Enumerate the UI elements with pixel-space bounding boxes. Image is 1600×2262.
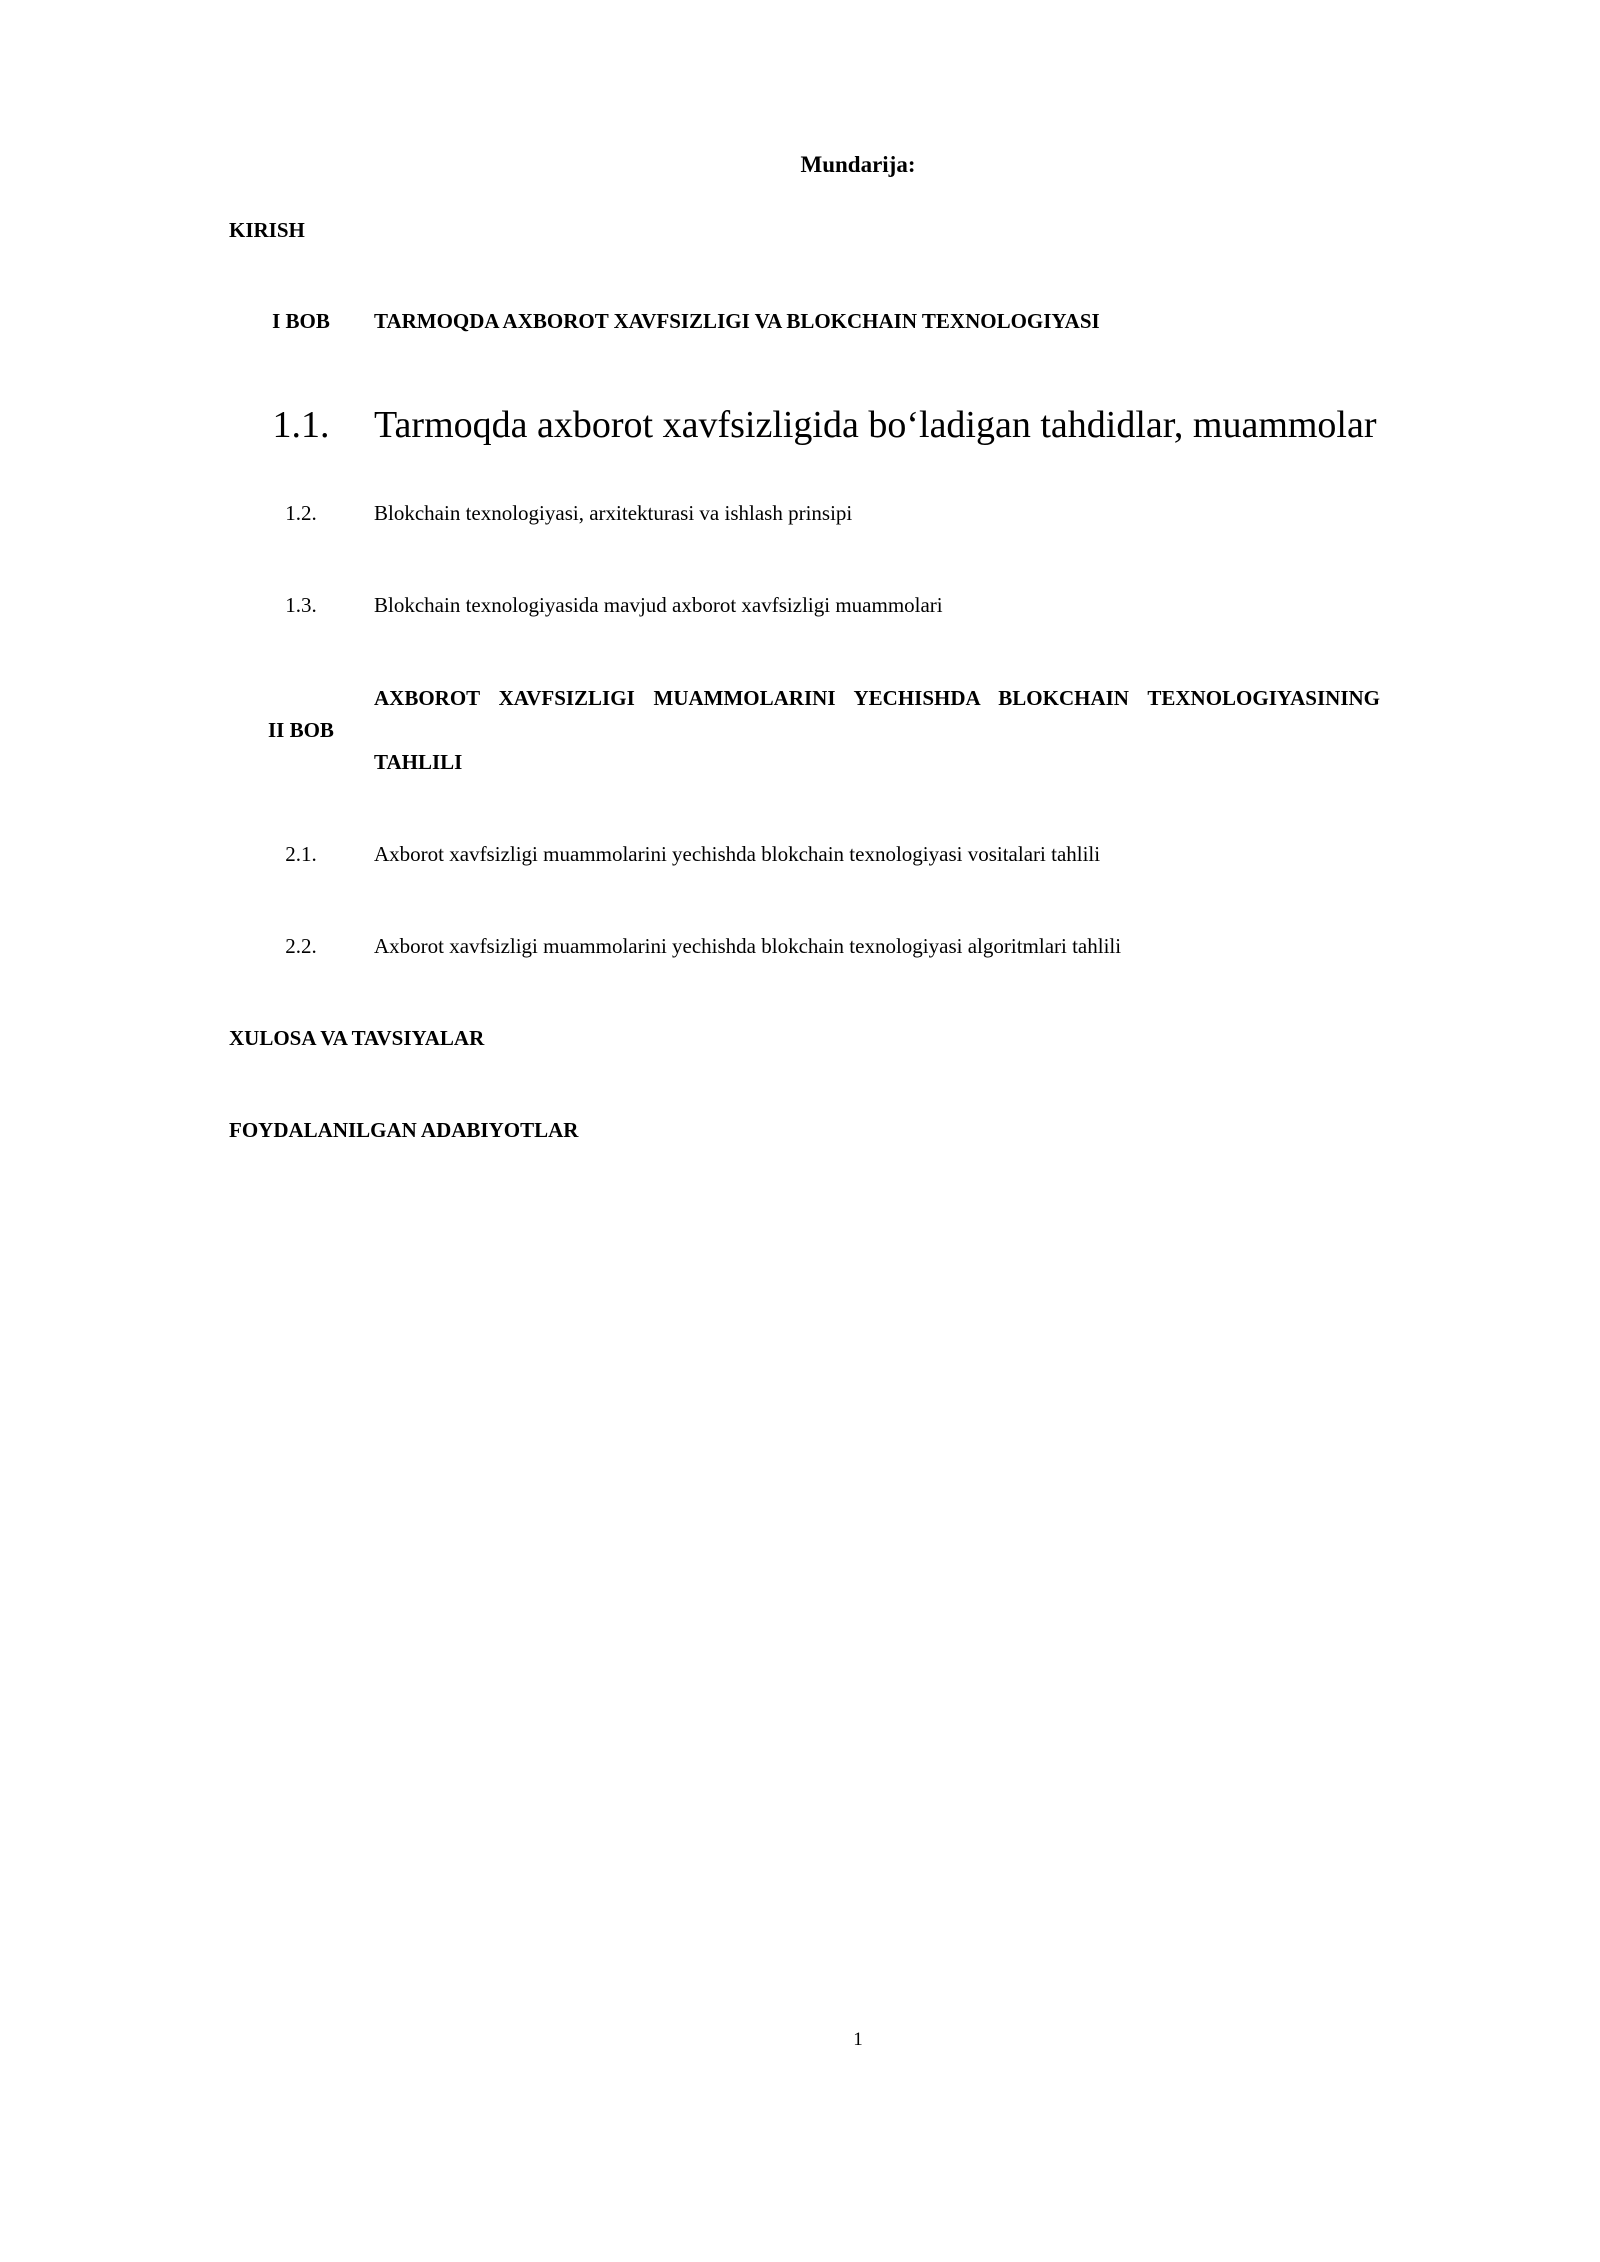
section-1-2-title: Blokchain texnologiyasi, arxitekturasi va ishlash prinsipi	[374, 501, 853, 525]
chapter-2-title-line-1: AXBOROT XAVFSIZLIGI MUAMMOLARINI YECHISHDA BLOKCHAIN TEXNOLOGIYASINING	[374, 686, 1380, 710]
section-1-1-number: 1.1.	[272, 404, 330, 446]
section-1-1-title: Tarmoqda axborot xavfsizligida bo‘ladigan tahdidlar, muammolar	[374, 404, 1377, 446]
toc-title: Mundarija:	[800, 152, 916, 177]
chapter-1-title: TARMOQDA AXBOROT XAVFSIZLIGI VA BLOKCHAIN TEXNOLOGIYASI	[374, 309, 1100, 333]
section-2-1-number: 2.1.	[285, 842, 317, 866]
chapter-1-number: I BOB	[272, 309, 330, 333]
toc-entry-references: FOYDALANILGAN ADABIYOTLAR	[229, 1118, 579, 1142]
section-1-3-number: 1.3.	[285, 593, 317, 617]
section-1-2-number: 1.2.	[285, 501, 317, 525]
section-2-1-title: Axborot xavfsizligi muammolarini yechishda blokchain texnologiyasi vositalari tahlili	[374, 842, 1101, 866]
page-number: 1	[853, 2029, 863, 2050]
toc-entry-intro: KIRISH	[229, 218, 305, 242]
chapter-2-number: II BOB	[268, 718, 334, 742]
section-1-3-title: Blokchain texnologiyasida mavjud axborot xavfsizligi muammolari	[374, 593, 943, 617]
section-2-2-title: Axborot xavfsizligi muammolarini yechishda blokchain texnologiyasi algoritmlari tahlili	[374, 934, 1122, 958]
section-2-2-number: 2.2.	[285, 934, 317, 958]
toc-entry-conclusion: XULOSA VA TAVSIYALAR	[229, 1026, 485, 1050]
chapter-2-title-line-2: TAHLILI	[374, 750, 463, 774]
